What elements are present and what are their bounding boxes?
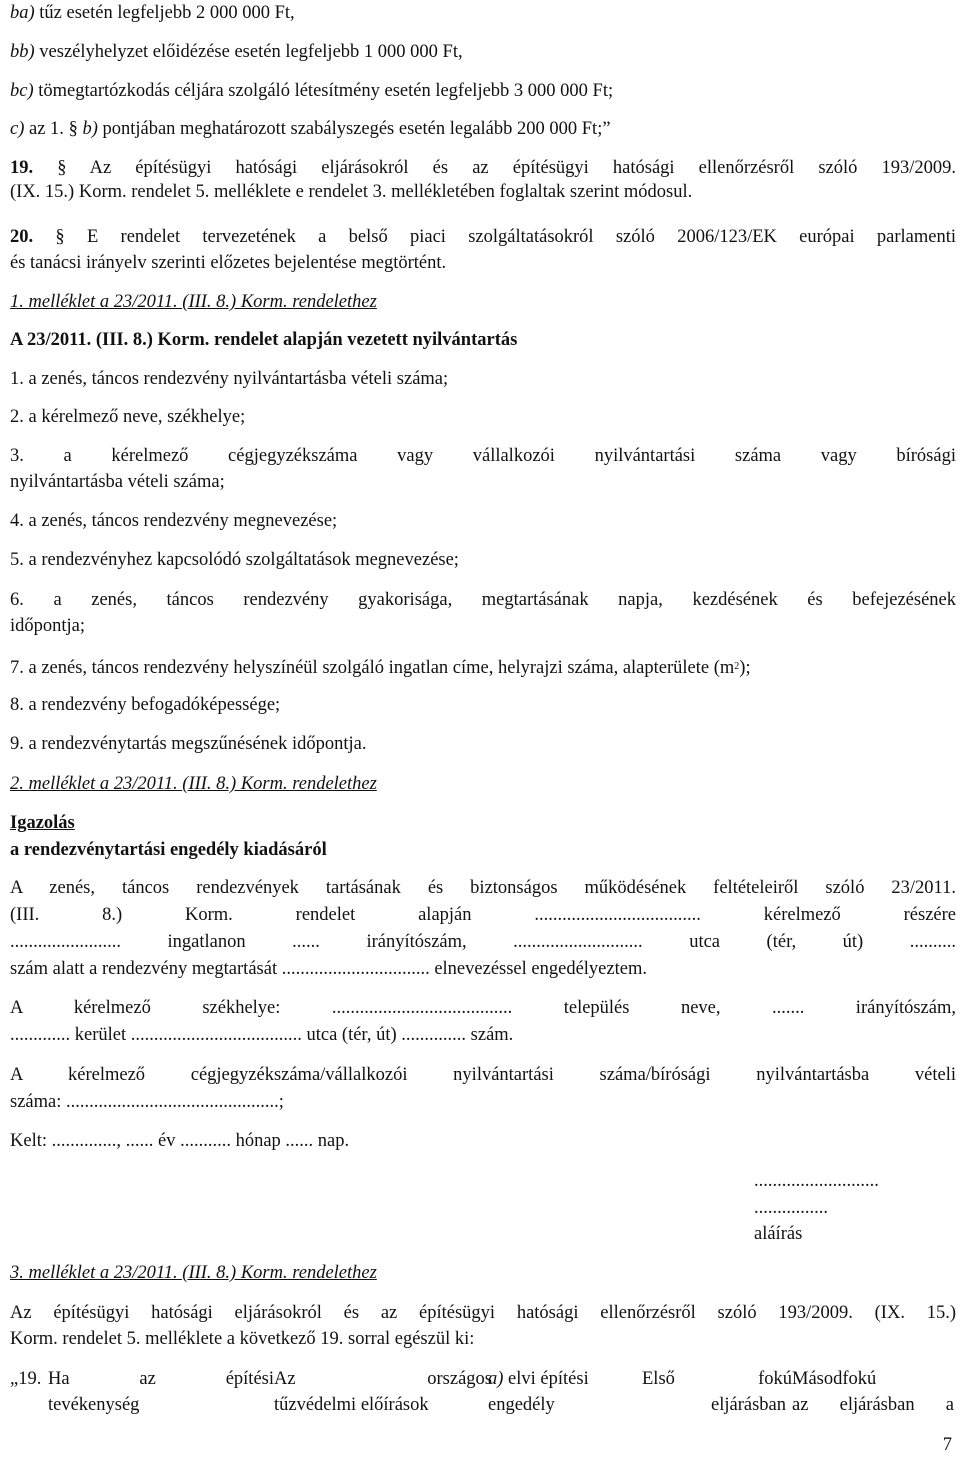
para-number: 19. <box>10 158 34 178</box>
table-cell: Másodfokú <box>792 1369 877 1389</box>
item-label: ba) <box>10 3 35 23</box>
form-line: száma: ..............................................; <box>10 1092 284 1112</box>
item-text: tömegtartózkodás céljára szolgáló létesítmény esetén legfeljebb 3 000 000 Ft; <box>33 81 614 101</box>
line-ba <box>10 2 295 24</box>
form-line: A kérelmező székhelye: ....................................... település neve, ....... irányítószám, <box>10 998 956 1018</box>
para-19-line2: (IX. 15.) Korm. rendelet 5. melléklete e rendelet 3. mellékletében foglaltak szerint módosul. <box>10 182 693 202</box>
item-text: veszélyhelyzet előidézése esetén legfeljebb 1 000 000 Ft, <box>34 42 463 62</box>
item-label: c) <box>10 119 25 139</box>
table-cell: tűzvédelmi előírások <box>274 1395 429 1415</box>
annex2-subtitle: a rendezvénytartási engedély kiadásáról <box>10 840 327 860</box>
item-text: elvi építési <box>503 1369 589 1389</box>
list-item-cont: nyilvántartásba vételi száma; <box>10 472 225 492</box>
para-19-line1 <box>10 157 956 179</box>
section-sign: § <box>55 227 65 247</box>
table-cell: „19. <box>10 1369 42 1389</box>
item-text: pontjában meghatározott szabályszegés esetén legalább 200 000 Ft;” <box>97 119 611 139</box>
list-item: 3. a kérelmező cégjegyzékszáma vagy vállalkozói nyilvántartási száma vagy bírósági <box>10 446 956 466</box>
table-cell: Az országos <box>274 1369 492 1389</box>
list-item: 1. a zenés, táncos rendezvény nyilvántartásba vételi száma; <box>10 369 449 389</box>
item-text: ); <box>739 658 751 678</box>
para-text: Az építésügyi hatósági eljárásokról és az építésügyi hatósági ellenőrzésről szóló 193/2009. <box>89 158 957 178</box>
item-ref: b) <box>77 119 98 139</box>
page-number: 7 <box>942 1435 952 1455</box>
form-line: (III. 8.) Korm. rendelet alapján .................................... kérelmező részére <box>10 905 956 925</box>
section-sign: § <box>68 119 78 139</box>
form-line: A zenés, táncos rendezvények tartásának és biztonságos működésének feltételeiről szóló 23/2011. <box>10 878 956 898</box>
item-label: bb) <box>10 42 35 62</box>
annex1-heading: 1. melléklet a 23/2011. (III. 8.) Korm. rendelethez <box>10 292 377 312</box>
para-20-line1 <box>10 226 956 248</box>
list-item: 4. a zenés, táncos rendezvény megnevezése; <box>10 511 338 531</box>
signature-dots: ................ <box>754 1198 828 1218</box>
annex2-heading: 2. melléklet a 23/2011. (III. 8.) Korm. rendelethez <box>10 774 377 794</box>
list-item: 6. a zenés, táncos rendezvény gyakorisága, megtartásának napja, kezdésének és befejezésének <box>10 590 956 610</box>
list-item: 8. a rendezvény befogadóképessége; <box>10 695 281 715</box>
table-cell: eljárásban <box>711 1395 786 1415</box>
form-line: ........................ ingatlanon ...... irányítószám, ............................ utca (tér, út) .......... <box>10 932 956 952</box>
annex3-heading: 3. melléklet a 23/2011. (III. 8.) Korm. rendelethez <box>10 1263 377 1283</box>
signature-dots: ........................... <box>754 1171 879 1191</box>
para-text: E rendelet tervezetének a belső piaci szolgáltatásokról szóló 2006/123/EK európai parlamenti <box>86 227 957 247</box>
form-line: A kérelmező cégjegyzékszáma/vállalkozói nyilvántartási száma/bírósági nyilvántartásba vételi <box>10 1065 956 1085</box>
para-number: 20. <box>10 227 34 247</box>
item-text: az 1. <box>24 119 69 139</box>
annex3-text: Korm. rendelet 5. melléklete a következő 19. sorral egészül ki: <box>10 1329 475 1349</box>
signature-label: aláírás <box>754 1224 803 1244</box>
form-line: szám alatt a rendezvény megtartását ................................ elnevezéssel engedélyeztem. <box>10 959 647 979</box>
annex3-text: Az építésügyi hatósági eljárásokról és az építésügyi hatósági ellenőrzésről szóló 193/2009. (IX. 15.) <box>10 1303 956 1323</box>
table-cell: Ha az építési <box>48 1369 274 1389</box>
form-line: ............. kerület ..................................... utca (tér, út) .............. szám. <box>10 1025 514 1045</box>
annex1-title: A 23/2011. (III. 8.) Korm. rendelet alapján vezetett nyilvántartás <box>10 330 518 350</box>
section-sign: § <box>57 158 67 178</box>
line-c <box>10 118 611 140</box>
table-cell: az eljárásban a <box>792 1395 954 1415</box>
item-label: a) <box>488 1369 504 1389</box>
item-label: bc) <box>10 81 34 101</box>
list-item: 9. a rendezvénytartás megszűnésének időpontja. <box>10 734 367 754</box>
list-item <box>10 656 751 679</box>
list-item: 5. a rendezvényhez kapcsolódó szolgáltatások megnevezése; <box>10 550 459 570</box>
table-cell <box>488 1368 638 1390</box>
line-bc <box>10 80 613 102</box>
para-20-line2: és tanácsi irányelv szerinti előzetes bejelentése megtörtént. <box>10 253 447 273</box>
list-item-cont: időpontja; <box>10 616 86 636</box>
item-text: 7. a zenés, táncos rendezvény helyszínéül szolgáló ingatlan címe, helyrajzi száma, alapterülete (m <box>10 658 735 678</box>
annex2-title: Igazolás <box>10 813 75 833</box>
line-bb <box>10 41 463 63</box>
date-line: Kelt: .............., ...... év ........... hónap ...... nap. <box>10 1131 350 1151</box>
item-text: tűz esetén legfeljebb 2 000 000 Ft, <box>34 3 295 23</box>
table-cell: tevékenység <box>48 1395 140 1415</box>
table-cell: engedély <box>488 1395 555 1415</box>
superscript: 2 <box>734 661 740 672</box>
table-cell: Első fokú <box>642 1369 792 1389</box>
list-item: 2. a kérelmező neve, székhelye; <box>10 407 246 427</box>
